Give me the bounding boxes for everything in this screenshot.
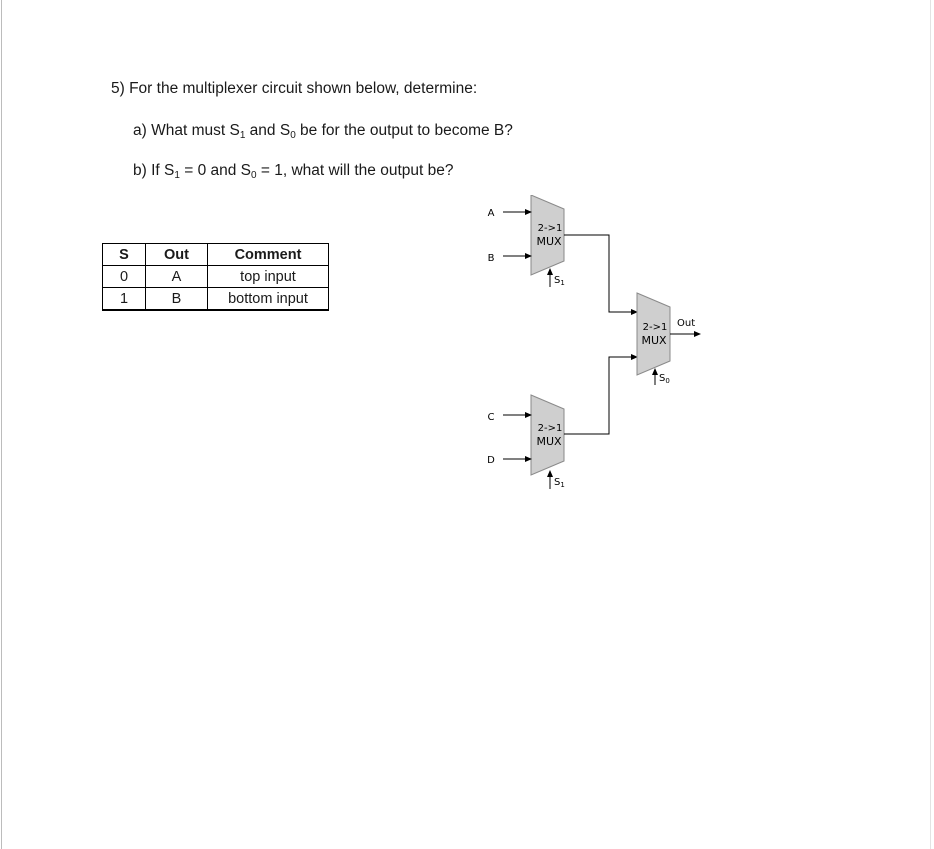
mux-2-select-s: S xyxy=(554,477,561,488)
question-title: 5) For the multiplexer circuit shown below, determine: xyxy=(111,80,478,97)
part-a-suffix: be for the output to become B? xyxy=(295,122,513,139)
input-a-label: A xyxy=(487,208,495,219)
mux-2-select-sub: 1 xyxy=(560,481,565,489)
question-part-a xyxy=(133,122,513,140)
page-left-border xyxy=(1,0,2,849)
header-out: Out xyxy=(146,244,208,266)
part-b-suffix: = 1, what will the output be? xyxy=(256,162,454,179)
cell-out: B xyxy=(146,288,208,311)
mux-1-line2: MUX xyxy=(536,235,562,248)
truth-table xyxy=(102,243,329,311)
cell-comment: top input xyxy=(208,266,329,288)
mux-1-line1: 2->1 xyxy=(537,223,563,234)
input-b-label: B xyxy=(487,253,495,264)
part-a-s1-sub: 1 xyxy=(239,130,246,141)
truth-table-row xyxy=(103,288,329,311)
cell-s: 0 xyxy=(103,266,146,288)
part-a-middle: and S xyxy=(245,122,291,139)
page-right-border xyxy=(930,0,931,849)
mux-2-line1: 2->1 xyxy=(537,423,563,434)
part-a-s0-sub: 0 xyxy=(290,130,296,141)
cell-comment: bottom input xyxy=(208,288,329,311)
mux-3-select-label xyxy=(659,373,670,385)
input-d-label: D xyxy=(487,455,495,466)
part-a-prefix: a) What must S xyxy=(133,122,240,139)
mux-1-output-wire xyxy=(564,235,637,312)
part-b-s1-sub: 1 xyxy=(174,170,180,181)
mux-3 xyxy=(637,293,670,375)
mux-3-line1: 2->1 xyxy=(642,322,668,333)
input-c-label: C xyxy=(487,412,495,423)
cell-s: 1 xyxy=(103,288,146,311)
header-comment: Comment xyxy=(208,244,329,266)
mux-3-select-sub: 0 xyxy=(665,377,670,385)
mux-1-select-label xyxy=(554,275,565,287)
truth-table-header-row xyxy=(103,244,329,266)
mux-2 xyxy=(531,395,564,475)
mux-1-select-sub: 1 xyxy=(560,279,565,287)
mux-2-output-wire xyxy=(564,357,637,434)
mux-2-line2: MUX xyxy=(536,435,562,448)
truth-table-row xyxy=(103,266,329,288)
mux-3-line2: MUX xyxy=(641,334,667,347)
part-b-s0-sub: 0 xyxy=(251,170,257,181)
mux-1-select-s: S xyxy=(554,275,561,286)
mux-3-select-s: S xyxy=(659,373,666,384)
question-part-b xyxy=(133,162,454,180)
mux-1 xyxy=(531,195,564,275)
part-b-middle: = 0 and S xyxy=(179,162,252,179)
mux-circuit-diagram xyxy=(470,195,710,495)
output-label: Out xyxy=(677,318,696,329)
part-b-prefix: b) If S xyxy=(133,162,175,179)
cell-out: A xyxy=(146,266,208,288)
mux-2-select-label xyxy=(554,477,565,489)
header-s: S xyxy=(103,244,146,266)
